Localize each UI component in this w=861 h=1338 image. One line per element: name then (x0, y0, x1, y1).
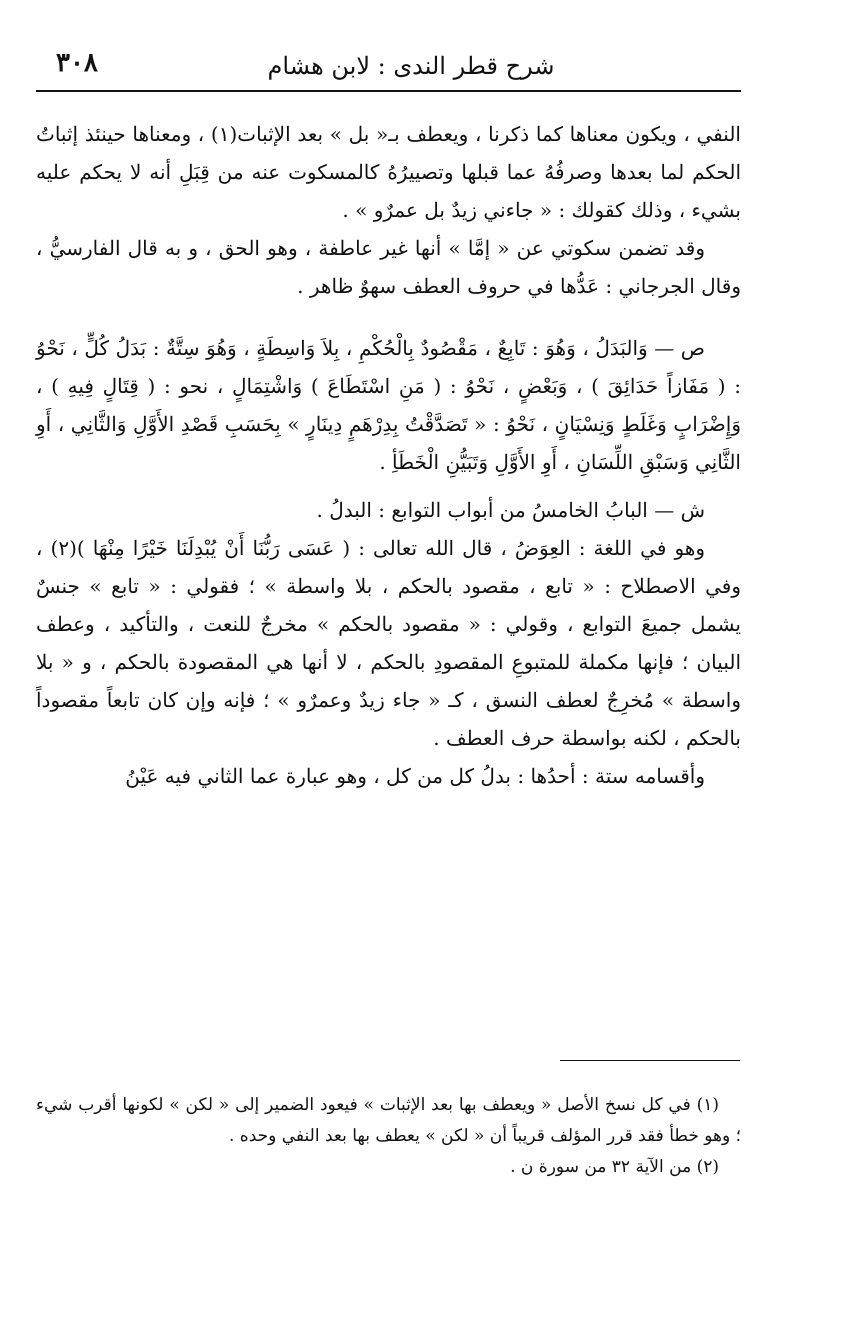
footnote-2: (٢) من الآية ٣٢ من سورة ن . (510, 1157, 719, 1177)
paragraph-nafy: النفي ، ويكون معناها كما ذكرنا ، ويعطف بـ« بل » بعد الإثبات(١) ، ومعناها حينئذ إثباتُ الحكم لما بعدها وصرفُهُ عما قبلها وتصييرُهُ كالمسكوت عنه من قِبَلِ أنه لا يحكم عليه بشيء ، وذلك كقولك : « جاءني زيدٌ بل عمرٌو » . (36, 122, 741, 222)
page-header (36, 44, 741, 92)
footnotes (36, 1090, 741, 1183)
footnote-1: (١) في كل نسخ الأصل « ويعطف بها بعد الإثبات » فيعود الضمير إلى « لكن » لكونها أقرب شيء ؛ وهو خطأ فقد قرر المؤلف قريباً أن « لكن » يعطف بها بعد النفي وحده . (36, 1095, 741, 1146)
paragraph-badal-types: وأقسامه ستة : أحدُها : بدلُ كل من كل ، وهو عبارة عما الثاني فيه عَيْنُ (125, 764, 705, 788)
paragraph-imma: وقد تضمن سكوتي عن « إمَّا » أنها غير عاطفة ، وهو الحق ، و به قال الفارسيُّ ، وقال الجرجاني : عَدُّها في حروف العطف سهوٌ ظاهر . (36, 236, 741, 298)
footnote-divider (560, 1060, 740, 1061)
paragraph-sharh-heading: ش — البابُ الخامسُ من أبواب التوابع : البدلُ . (316, 498, 705, 522)
paragraph-matn-badal: ص — وَالبَدَلُ ، وَهُوَ : تَابِعٌ ، مَقْصُودٌ بِالْحُكْمِ ، بِلاَ وَاسِطَةٍ ، وَهُوَ سِتَّةٌ : بَدَلُ كُلٍّ ، نَحْوُ : ( مَفَازاً حَدَائِقَ ) ، وَبَعْضٍ ، نَحْوُ : ( مَنِ اسْتَطَاعَ ) وَاشْتِمَالٍ ، نحو : ( قِتَالٍ فِيهِ ) ، وَإِضْرَابٍ وَغَلَطٍ وَنِسْيَانٍ ، نَحْوُ : « تَصَدَّقْتُ بِدِرْهَمٍ دِينَارٍ » بِحَسَبِ قَصْدِ الأَوَّلِ وَالثَّانِي ، أَوِ الثَّانِي وَسَبْقِ اللِّسَانِ ، أَوِ الأَوَّلِ وَتَبَيُّنِ الْخَطَأِ . (36, 336, 741, 474)
main-text (36, 115, 741, 795)
page-number: ٣٠٨ (56, 48, 98, 78)
paragraph-badal-definition: وهو في اللغة : العِوَضُ ، قال الله تعالى : ( عَسَى رَبُّنَا أَنْ يُبْدِلَنَا خَيْرًا مِنْهَا )(٢) ، وفي الاصطلاح : « تابع ، مقصود بالحكم ، بلا واسطة » ؛ فقولي : « تابع » جنسٌ يشمل جميعَ التوابع ، وقولي : « مقصود بالحكم » مخرجٌ للنعت ، والتأكيد ، وعطف البيان ؛ فإنها مكملة للمتبوعِ المقصودِ بالحكم ، لا أنها هي المقصودة بالحكم ، و « بلا واسطة » مُخرِجٌ لعطف النسق ، كـ « جاء زيدٌ وعمرٌو » ؛ فإنه وإن كان تابعاً مقصوداً بالحكم ، لكنه بواسطة حرف العطف . (36, 536, 741, 750)
running-title: شرح قطر الندى : لابن هشام (267, 52, 555, 80)
